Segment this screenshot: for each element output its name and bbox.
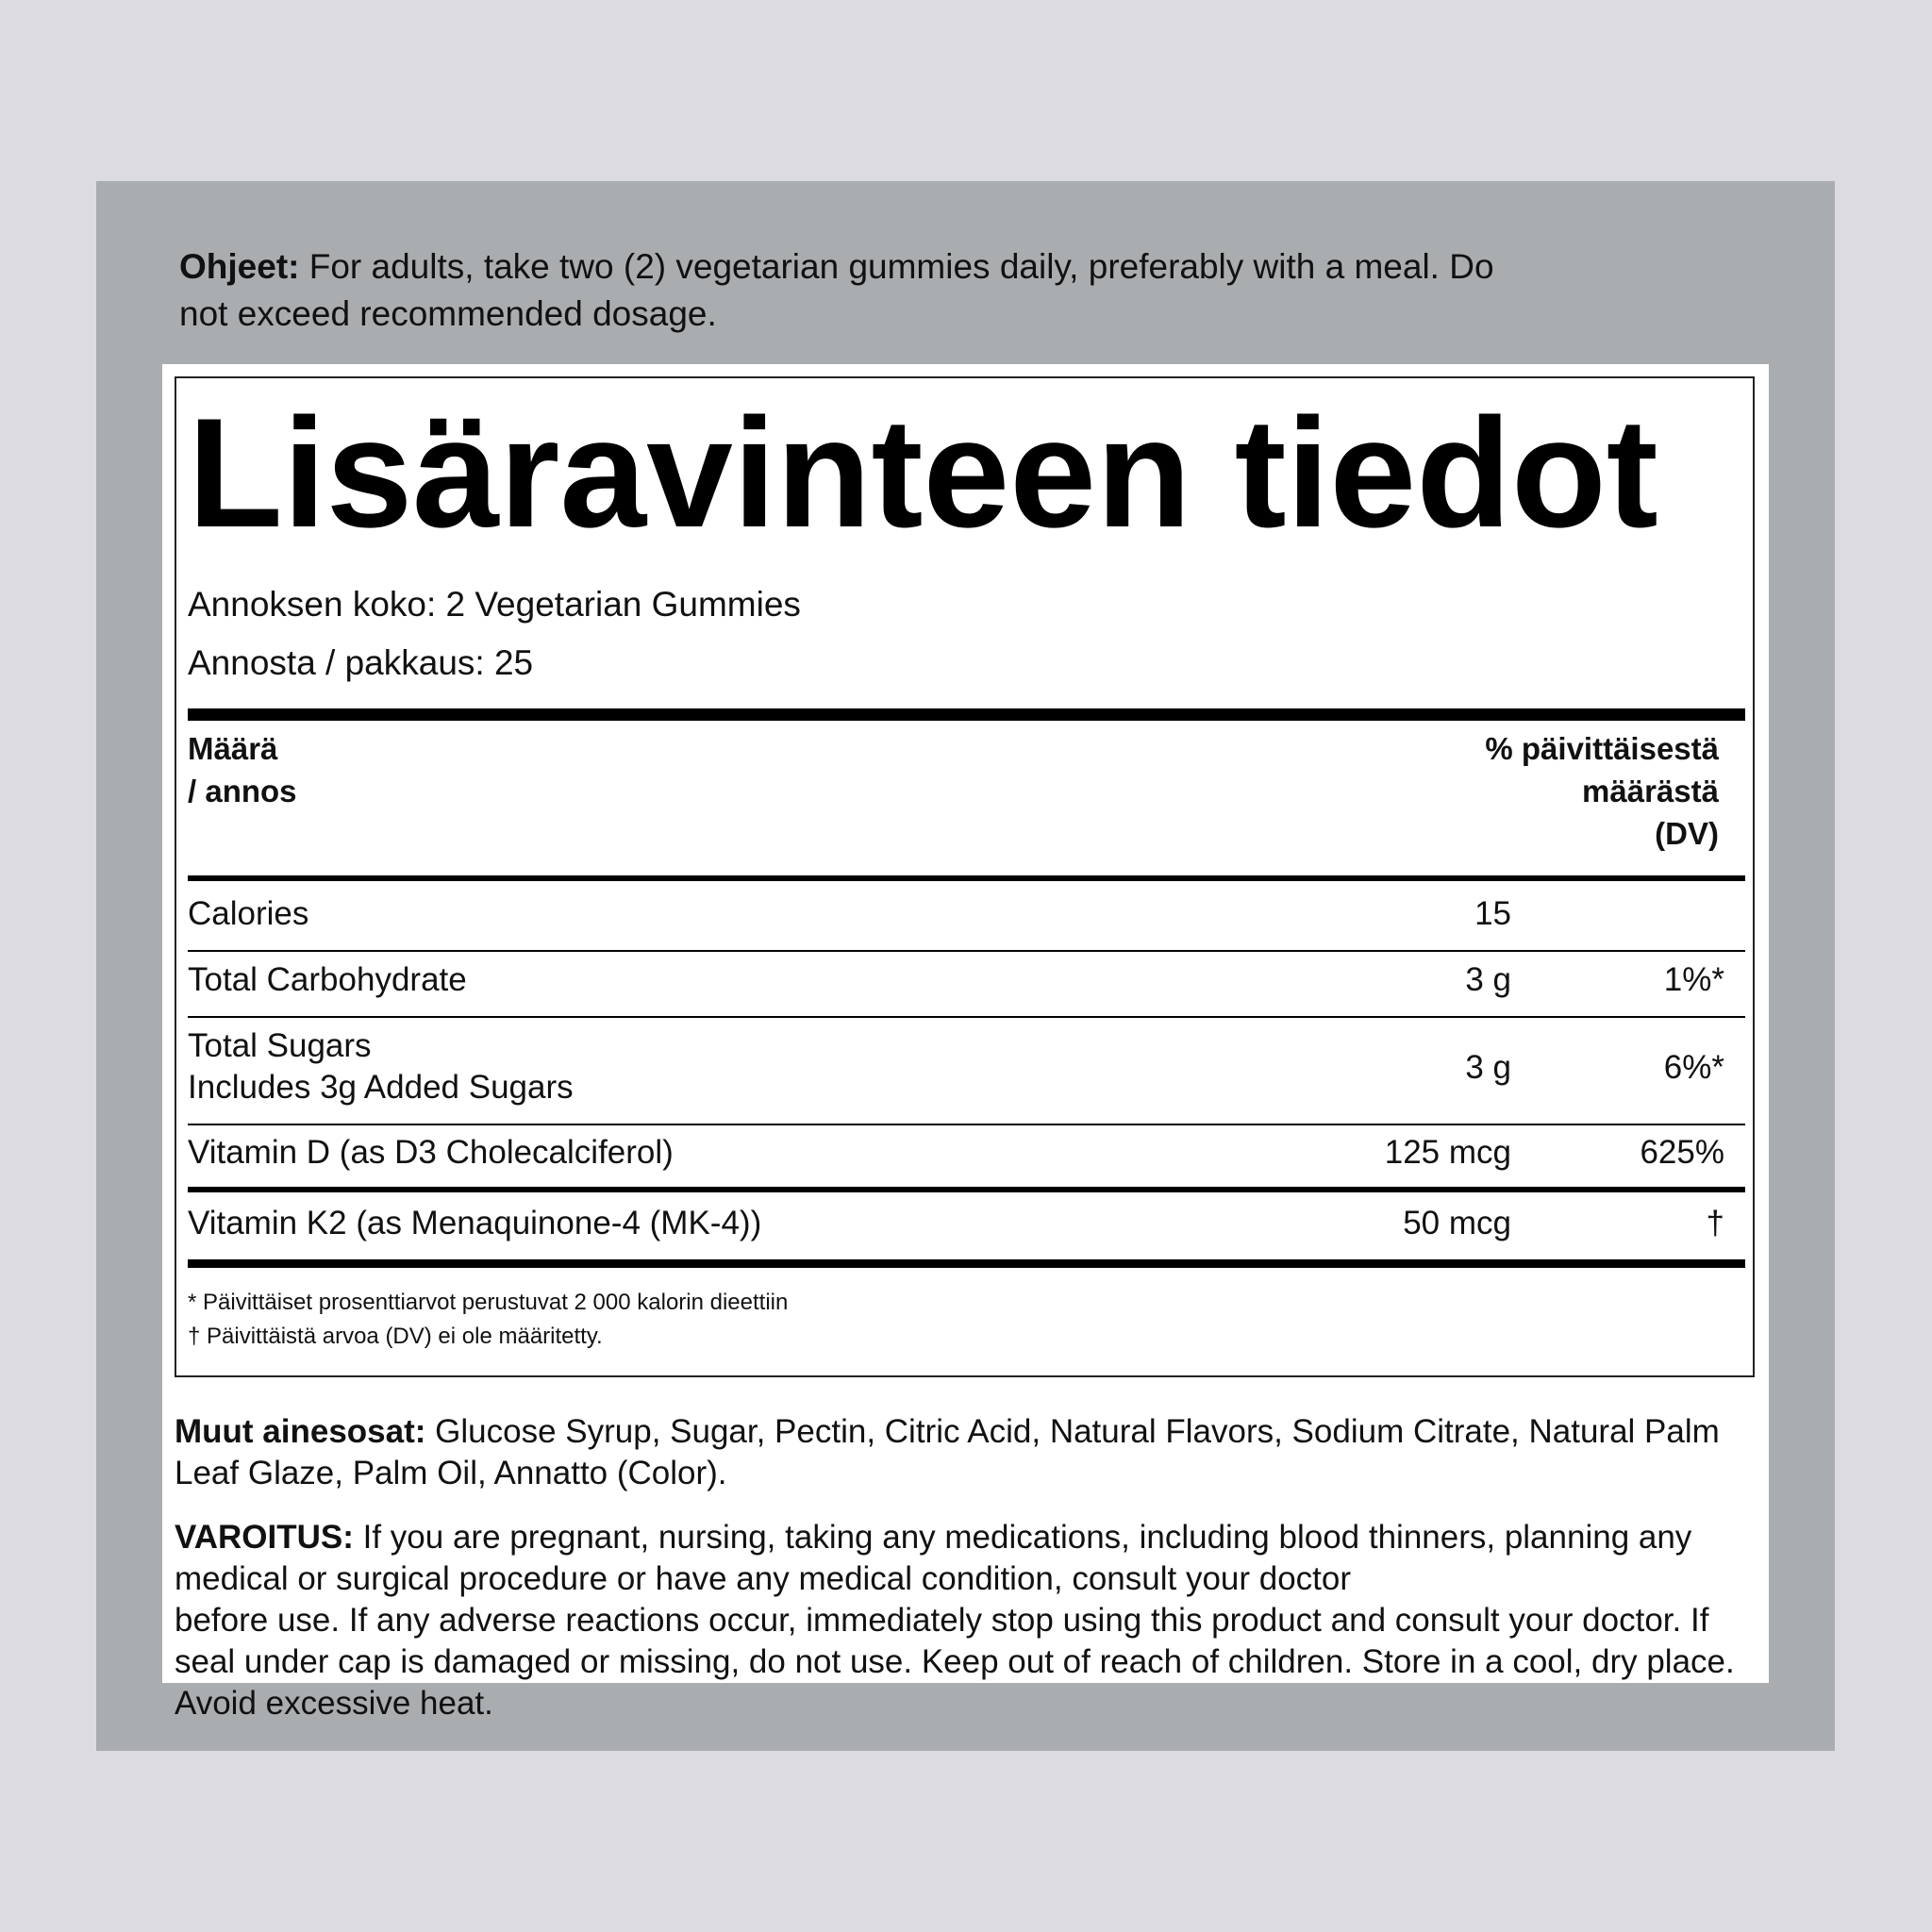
nutrient-amount: 15 bbox=[1474, 895, 1511, 932]
daily-value-header bbox=[1485, 727, 1719, 855]
amount-per-serving-header bbox=[188, 727, 297, 812]
nutrient-name: Vitamin K2 (as Menaquinone-4 (MK-4)) bbox=[188, 1205, 762, 1241]
nutrient-dv: 6%* bbox=[1663, 1049, 1724, 1086]
facts-title: Lisäravinteen tiedot bbox=[188, 386, 1658, 559]
divider-thick bbox=[188, 1259, 1745, 1268]
footnote-daily-value: * Päivittäiset prosenttiarvot perustuvat 2 000 kalorin dieettiin bbox=[188, 1290, 789, 1315]
header-right-line-2: määrästä bbox=[1582, 774, 1719, 808]
directions-text bbox=[179, 243, 1538, 338]
nutrient-amount: 50 mcg bbox=[1403, 1205, 1511, 1241]
row-divider bbox=[188, 1124, 1745, 1125]
nutrient-dv: 1%* bbox=[1663, 961, 1724, 998]
nutrient-name-group bbox=[188, 1025, 574, 1108]
nutrient-row bbox=[188, 1025, 1745, 1110]
other-ingredients-text: Glucose Syrup, Sugar, Pectin, Citric Acid, Natural Flavors, Sodium Citrate, Natural Palm Leaf Glaze, Palm Oil, Annatto (Color). bbox=[175, 1413, 1720, 1491]
divider-medium bbox=[188, 875, 1745, 881]
nutrient-name: Calories bbox=[188, 895, 309, 932]
footnote-not-established: † Päivittäistä arvoa (DV) ei ole määritetty. bbox=[188, 1324, 603, 1349]
nutrient-dv: 625% bbox=[1640, 1134, 1724, 1171]
warning bbox=[175, 1517, 1759, 1724]
warning-first bbox=[175, 1517, 1759, 1600]
row-divider bbox=[188, 950, 1745, 952]
directions-label: Ohjeet: bbox=[179, 247, 300, 286]
label-panel bbox=[96, 181, 1835, 1751]
other-ingredients-label: Muut ainesosat: bbox=[175, 1413, 426, 1450]
warning-text-1: If you are pregnant, nursing, taking any medications, including blood thinners, planning any medical or surgical procedure or have any medical condition, consult your doctor bbox=[175, 1519, 1692, 1597]
nutrient-amount: 3 g bbox=[1465, 1049, 1511, 1086]
nutrient-amount: 125 mcg bbox=[1384, 1134, 1511, 1171]
divider-medium bbox=[188, 1187, 1745, 1192]
nutrient-amount: 3 g bbox=[1465, 961, 1511, 998]
warning-label: VAROITUS: bbox=[175, 1519, 354, 1556]
directions-body: For adults, take two (2) vegetarian gummies daily, preferably with a meal. Do not exceed recommended dosage. bbox=[179, 247, 1494, 333]
nutrient-subname: Includes 3g Added Sugars bbox=[188, 1069, 574, 1106]
nutrient-name: Total Carbohydrate bbox=[188, 961, 467, 998]
other-ingredients bbox=[175, 1411, 1759, 1494]
header-right-line-3: (DV) bbox=[1655, 816, 1719, 851]
divider-thick bbox=[188, 708, 1745, 721]
nutrient-name: Vitamin D (as D3 Cholecalciferol) bbox=[188, 1134, 674, 1171]
header-right-line-1: % päivittäisestä bbox=[1485, 731, 1719, 766]
supplement-facts-box bbox=[175, 376, 1755, 1377]
nutrient-dv: † bbox=[1706, 1205, 1724, 1241]
servings-per-container: Annosta / pakkaus: 25 bbox=[188, 643, 534, 682]
header-left-line-1: Määrä bbox=[188, 731, 278, 766]
warning-text-2: before use. If any adverse reactions occur, immediately stop using this product and consult your doctor. If seal under cap is damaged or missing, do not use. Keep out of reach of children. Store in a cool, dry place. Avoid excessive heat. bbox=[175, 1602, 1735, 1722]
nutrient-name: Total Sugars bbox=[188, 1027, 372, 1064]
serving-size: Annoksen koko: 2 Vegetarian Gummies bbox=[188, 585, 801, 624]
header-left-line-2: / annos bbox=[188, 774, 297, 808]
label-card bbox=[162, 364, 1769, 1722]
row-divider bbox=[188, 1016, 1745, 1018]
